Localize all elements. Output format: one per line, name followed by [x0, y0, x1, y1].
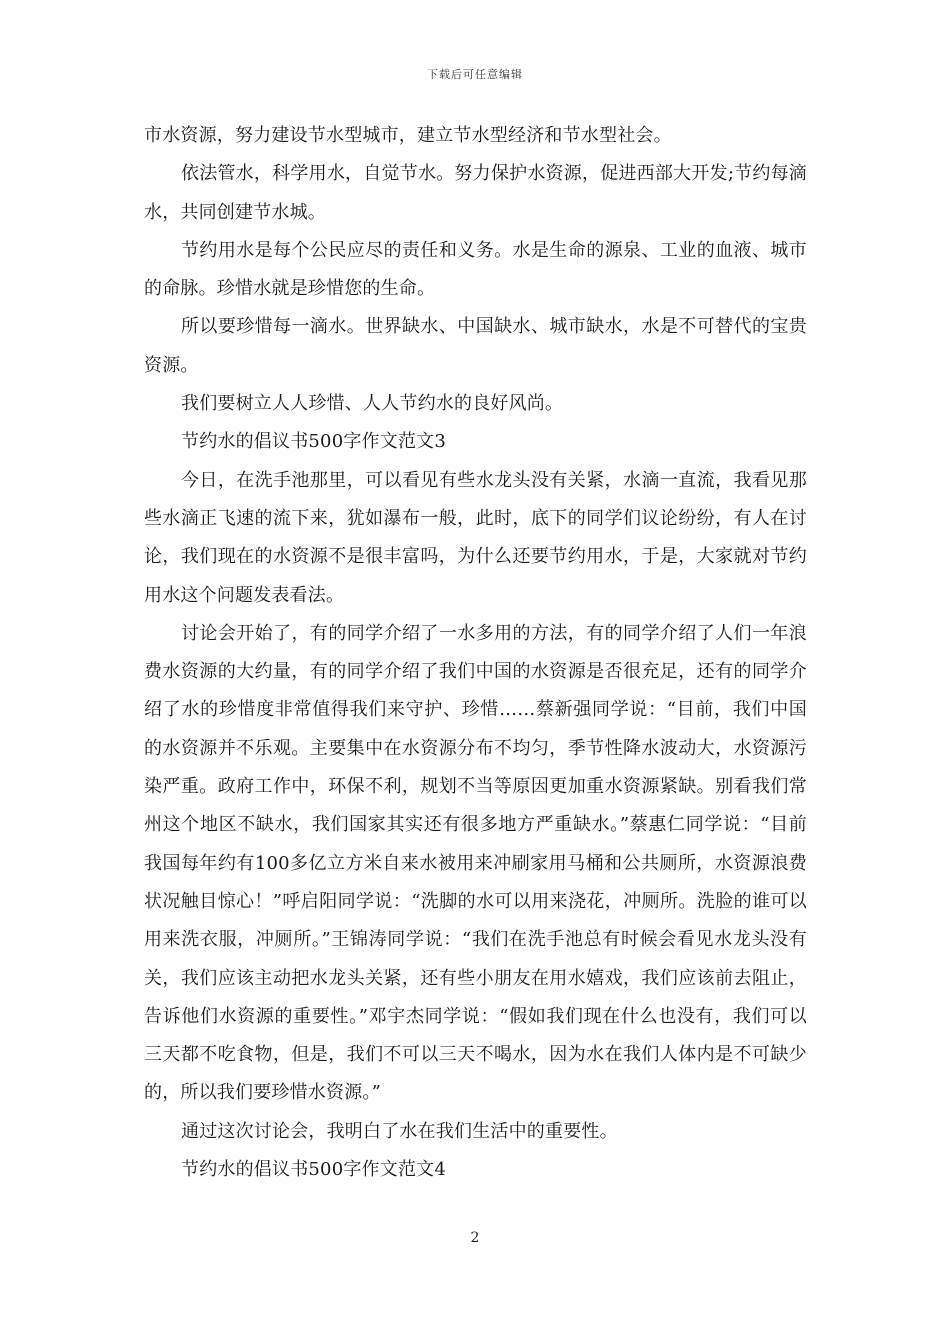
page-header: 下载后可任意编辑 [427, 68, 523, 81]
section-heading-4: 节约水的倡议书500字作文范文4 [181, 1159, 447, 1181]
page-number: 2 [470, 1230, 480, 1246]
document-body [144, 117, 807, 1189]
paragraph-7: 今日，在洗手池那里，可以看见有些水龙头没有关紧，水滴一直流，我看见那些水滴正飞速的流下来，犹如瀑布一般，此时，底下的同学们议论纷纷，有人在讨论，我们现在的水资源不是很丰富吗，为什么还要节约用水，于是，大家就对节约用水这个问题发表看法。 [144, 469, 807, 606]
paragraph-5: 我们要树立人人珍惜、人人节约水的良好风尚。 [181, 393, 564, 415]
section-heading-3: 节约水的倡议书500字作文范文3 [181, 431, 447, 453]
paragraph-3: 节约用水是每个公民应尽的责任和义务。水是生命的源泉、工业的血液、城市的命脉。珍惜水就是珍惜您的生命。 [144, 239, 807, 300]
paragraph-1: 市水资源，努力建设节水型城市，建立节水型经济和节水型社会。 [144, 125, 672, 146]
paragraph-8: 讨论会开始了，有的同学介绍了一水多用的方法，有的同学介绍了人们一年浪费水资源的大约量，有的同学介绍了我们中国的水资源是否很充足，还有的同学介绍了水的珍惜度非常值得我们来守护、珍惜……蔡新强同学说：“目前，我们中国的水资源并不乐观。主要集中在水资源分布不均匀，季节性降水波动大，水资源污染严重。政府工作中，环保不利，规划不当等原因更加重水资源紧缺。别看我们常州这个地区不缺水，我们国家其实还有很多地方严重缺水。”蔡惠仁同学说：“目前我国每年约有100多亿立方米自来水被用来冲刷家用马桶和公共厕所，水资源浪费状况触目惊心！”呼启阳同学说：“洗脚的水可以用来浇花，冲厕所。洗脸的谁可以用来洗衣服，冲厕所。”王锦涛同学说：“我们在洗手池总有时候会看见水龙头没有关，我们应该主动把水龙头关紧，还有些小朋友在用水嬉戏，我们应该前去阻止，告诉他们水资源的重要性。”邓宇杰同学说：“假如我们现在什么也没有，我们可以三天都不吃食物，但是，我们不可以三天不喝水，因为水在我们人体内是不可缺少的，所以我们要珍惜水资源。” [144, 622, 807, 1104]
paragraph-4: 所以要珍惜每一滴水。世界缺水、中国缺水、城市缺水，水是不可替代的宝贵资源。 [144, 316, 807, 376]
paragraph-9: 通过这次讨论会，我明白了水在我们生活中的重要性。 [181, 1120, 618, 1142]
paragraph-2: 依法管水，科学用水，自觉节水。努力保护水资源，促进西部大开发;节约每滴水，共同创建节水城。 [144, 163, 807, 223]
